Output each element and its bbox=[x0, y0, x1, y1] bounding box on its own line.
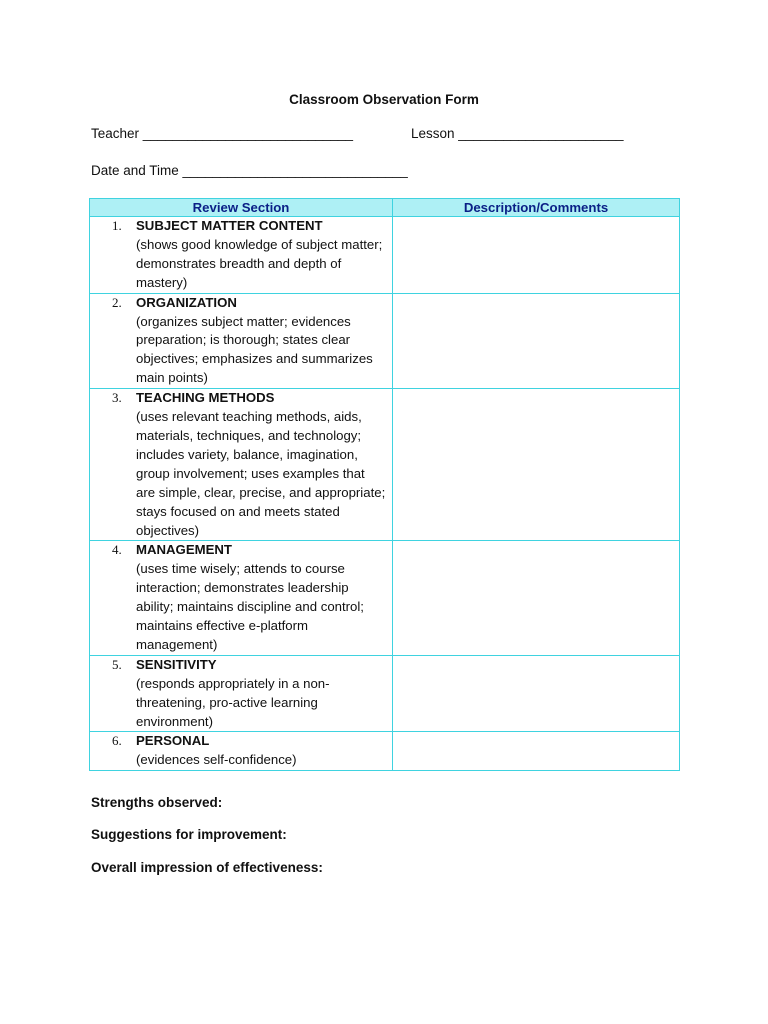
comment-cell[interactable] bbox=[393, 389, 680, 541]
section-description: (uses time wisely; attends to course interaction; demonstrates leadership ability; maintains discipline and control; maintains effective e-platform management) bbox=[136, 561, 364, 652]
description-comments-header: Description/Comments bbox=[393, 199, 680, 217]
section-description: (uses relevant teaching methods, aids, materials, techniques, and technology; includes variety, balance, imagination, group involvement; uses examples that are simple, clear, precise, and appropriate; stays focused on and meets stated objectives) bbox=[136, 409, 386, 538]
section-description: (organizes subject matter; evidences preparation; is thorough; states clear objectives; emphasizes and summarizes main points) bbox=[136, 313, 373, 386]
comment-cell[interactable] bbox=[393, 217, 680, 294]
review-section-cell bbox=[90, 293, 393, 389]
review-section-cell bbox=[90, 541, 393, 655]
row-number: 1. bbox=[112, 218, 122, 233]
section-title: PERSONAL bbox=[136, 733, 210, 749]
review-section-cell bbox=[90, 732, 393, 771]
table-header-row bbox=[90, 199, 680, 217]
row-number: 2. bbox=[112, 294, 122, 310]
review-section-header: Review Section bbox=[90, 199, 393, 217]
comment-cell[interactable] bbox=[393, 293, 680, 389]
section-title: TEACHING METHODS bbox=[136, 390, 275, 406]
section-title: SENSITIVITY bbox=[136, 656, 217, 672]
overall-impression-label: Overall impression of effectiveness: bbox=[91, 860, 323, 875]
table-row bbox=[90, 541, 680, 655]
comment-cell[interactable] bbox=[393, 655, 680, 732]
date-time-field[interactable]: Date and Time ______________________________ bbox=[91, 163, 408, 178]
review-table bbox=[89, 198, 680, 771]
teacher-field[interactable]: Teacher ____________________________ bbox=[91, 126, 354, 141]
section-description: (evidences self-confidence) bbox=[136, 752, 297, 768]
section-title: SUBJECT MATTER CONTENT bbox=[136, 218, 323, 233]
table-row bbox=[90, 217, 680, 294]
row-number: 4. bbox=[112, 542, 122, 558]
section-description: (shows good knowledge of subject matter; demonstrates breadth and depth of mastery) bbox=[136, 236, 383, 290]
review-section-cell bbox=[90, 389, 393, 541]
section-title: MANAGEMENT bbox=[136, 542, 232, 558]
form-title: Classroom Observation Form bbox=[289, 92, 479, 107]
review-section-cell bbox=[90, 217, 393, 294]
lesson-field[interactable]: Lesson ______________________ bbox=[411, 126, 624, 141]
table-row bbox=[90, 655, 680, 732]
row-number: 3. bbox=[112, 390, 122, 406]
comment-cell[interactable] bbox=[393, 541, 680, 655]
suggestions-label: Suggestions for improvement: bbox=[91, 827, 287, 842]
section-description: (responds appropriately in a non-threatening, pro-active learning environment) bbox=[136, 675, 330, 729]
row-number: 6. bbox=[112, 733, 122, 749]
section-title: ORGANIZATION bbox=[136, 294, 237, 310]
review-section-cell bbox=[90, 655, 393, 732]
row-number: 5. bbox=[112, 656, 122, 672]
comment-cell[interactable] bbox=[393, 732, 680, 771]
table-row bbox=[90, 732, 680, 771]
table-row bbox=[90, 293, 680, 389]
table-row bbox=[90, 389, 680, 541]
strengths-observed-label: Strengths observed: bbox=[91, 795, 223, 810]
